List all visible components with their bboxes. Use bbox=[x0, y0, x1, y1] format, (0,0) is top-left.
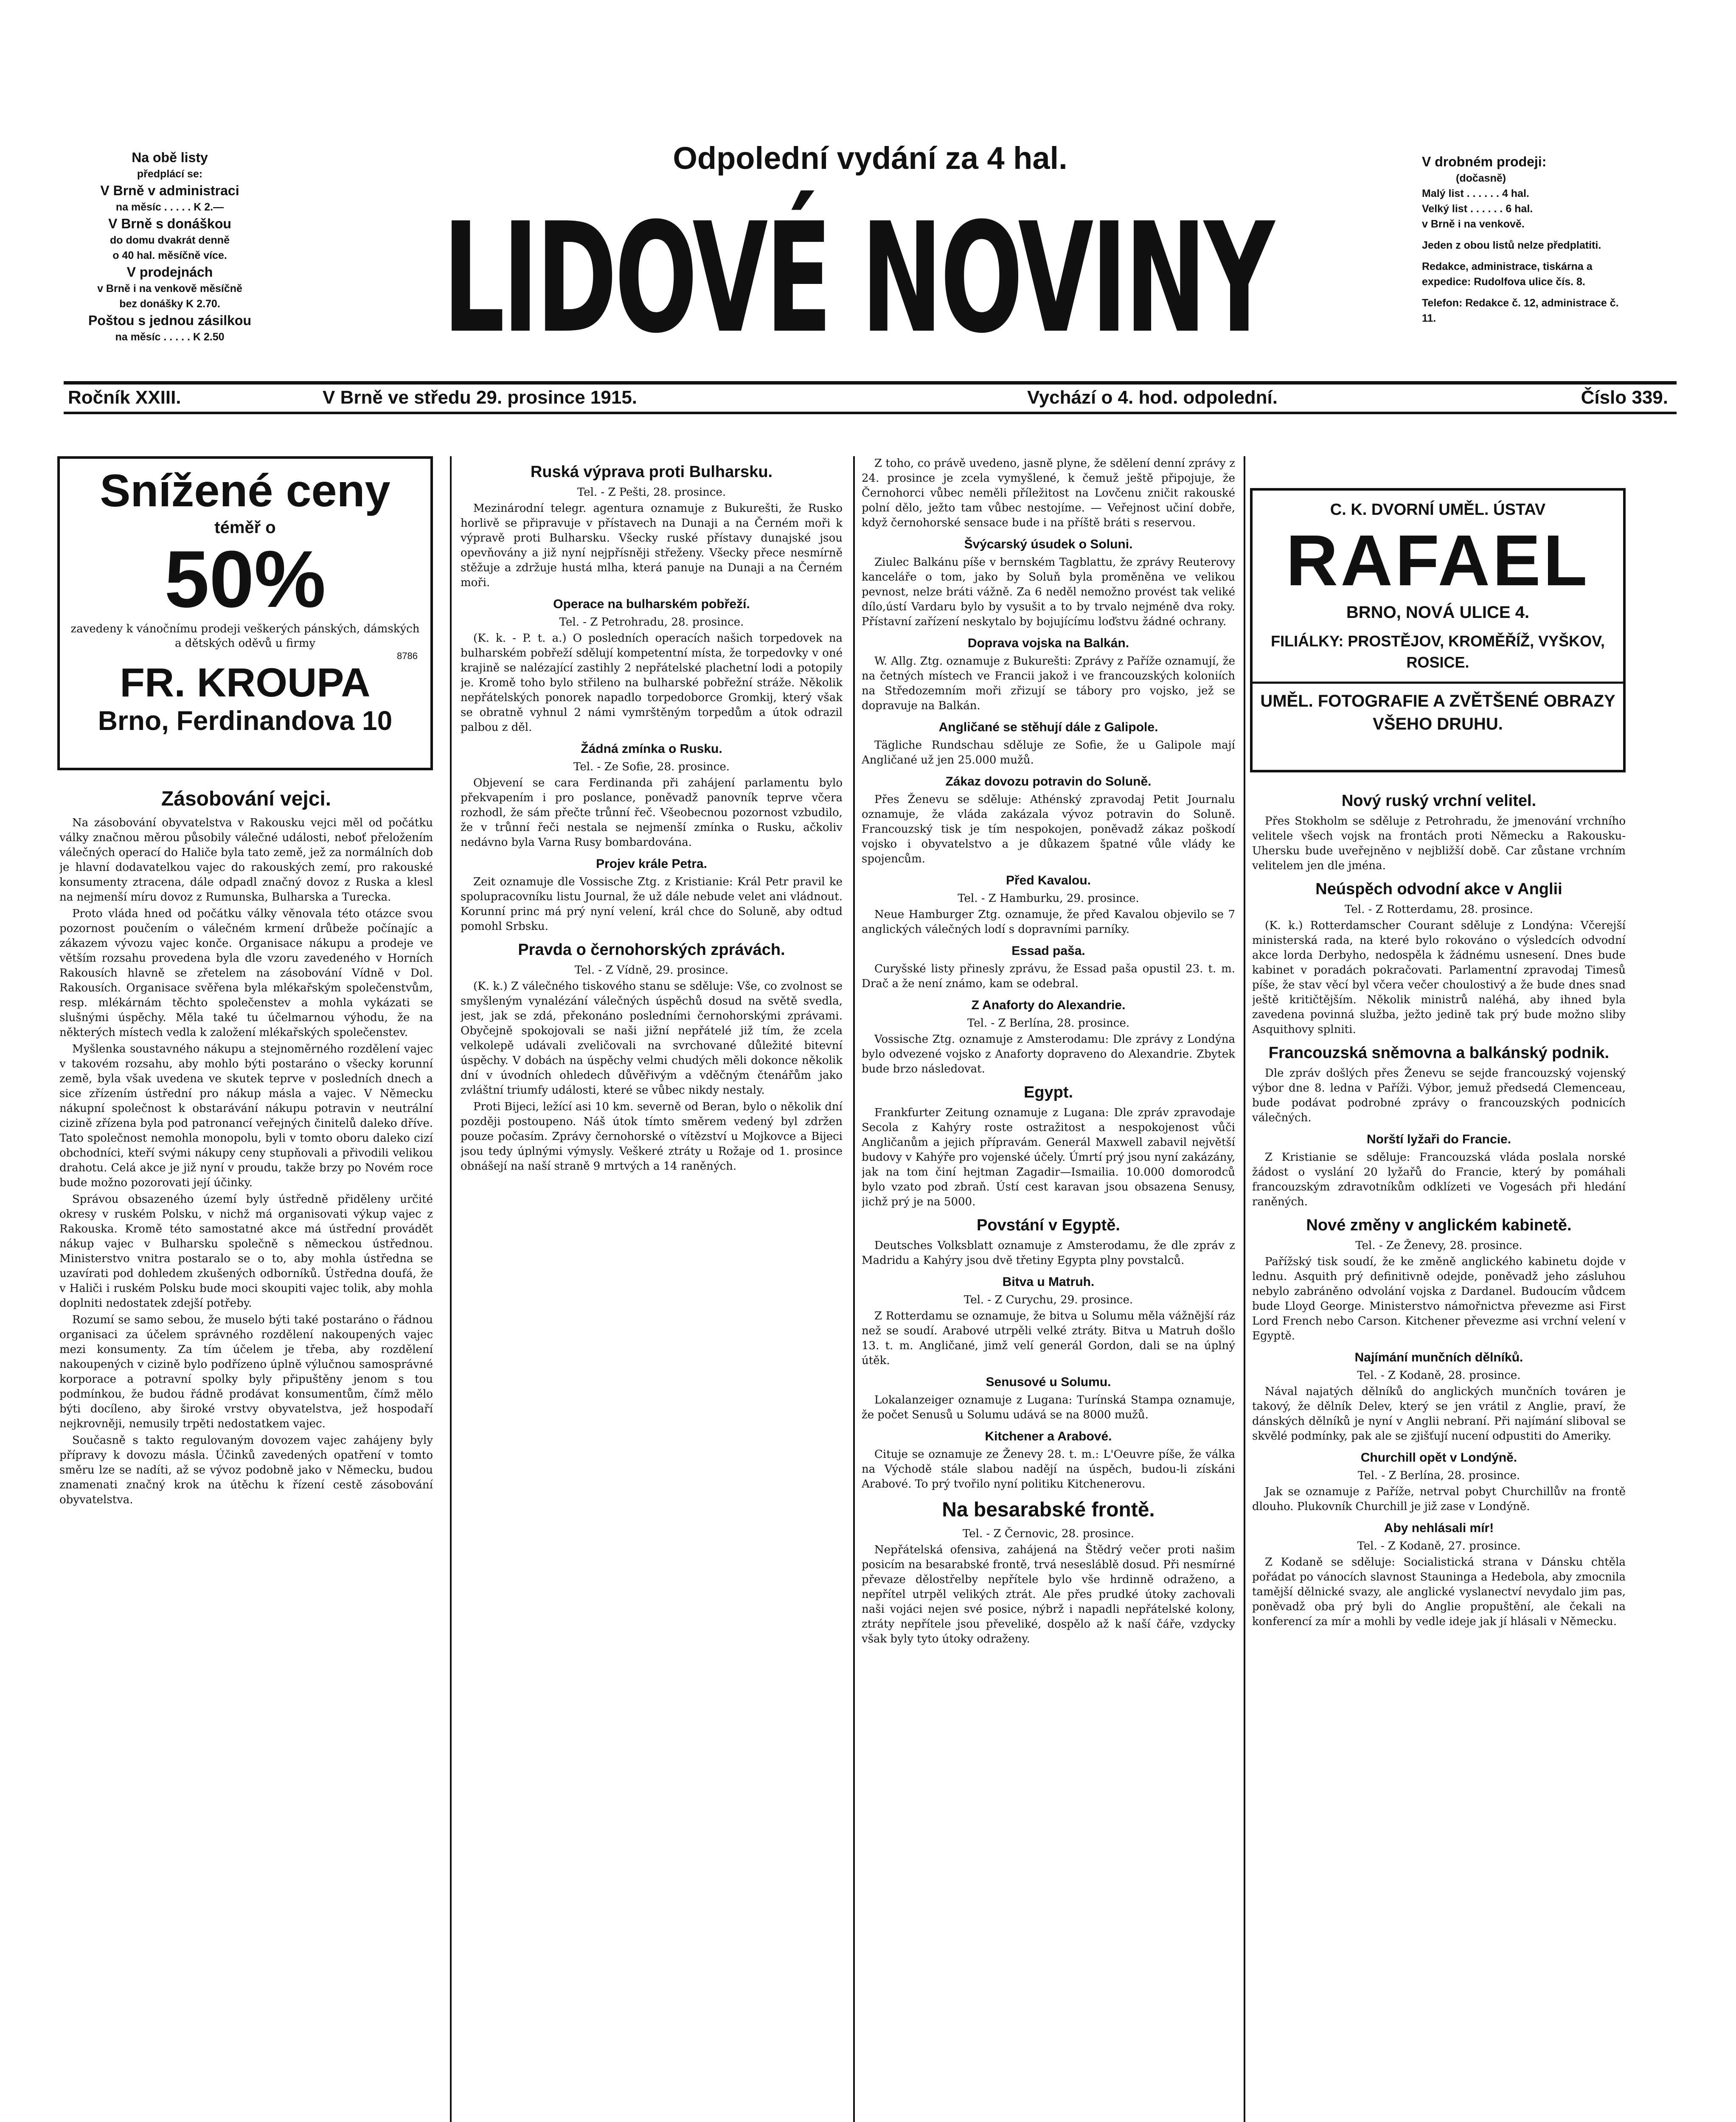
article-headline: Operace na bulharském pobřeží. bbox=[553, 597, 750, 611]
article-headline: Kitchener a Arabové. bbox=[985, 1429, 1112, 1443]
article-headline: Švýcarský úsudek o Soluni. bbox=[964, 537, 1133, 551]
article-headline: Nové změny v anglickém kabinetě. bbox=[1306, 1216, 1572, 1234]
ad-kroupa bbox=[57, 456, 433, 770]
issued-time: Vychází o 4. hod. odpolední. bbox=[1027, 387, 1278, 408]
article-headline: Zásobování vejci. bbox=[161, 788, 331, 810]
issue-number: Číslo 339. bbox=[1581, 387, 1668, 408]
article-headline: Doprava vojska na Balkán. bbox=[967, 636, 1129, 650]
article-headline: Essad paša. bbox=[1011, 944, 1085, 958]
article-headline: Z Anaforty do Alexandrie. bbox=[971, 998, 1126, 1012]
article-headline: Na besarabské frontě. bbox=[942, 1499, 1155, 1521]
ad-kroupa-headline: Snížené ceny bbox=[100, 465, 390, 516]
article-headline: Francouzská sněmovna a balkánský podnik. bbox=[1268, 1044, 1610, 1062]
column-divider bbox=[853, 456, 855, 2122]
article-headline: Egypt. bbox=[1023, 1083, 1073, 1101]
ad-kroupa-address: Brno, Ferdinandova 10 bbox=[98, 705, 393, 736]
ad-kroupa-name: FR. KROUPA bbox=[120, 660, 371, 705]
article-headline: Povstání v Egyptě. bbox=[977, 1216, 1120, 1234]
column-3: Z toho, co právě uvedeno, jasně plyne, že sdělení denní zprávy z 24. prosince je zcela vymyšlené, k čemuž ještě připojuje, že Černohorci vůbec neměli příležitost na Lovčenu zničit rakouské polní dělo, ježto tam vůbec nestojíme. — Veřejnost učiní dobře, když černohorské sensace bude i na příště bráti s reservou. Švýcarský úsudek o Soluni. Ziulec Balkánu píše v bernském Tagblattu, že zprávy Reuterovy kanceláře o tom, jako by Soluň byla proměněna ve velikou pevnost, nelze bráti vážně. Za 6 neděl nemožno provést tak veliké dílo,ústí Vardaru bylo by vysušit a to by trvalo nejméně dva roky. Přístavní zařízení neskytalo by bojujícímu loďstvu žádné ochrany. Doprava vojska na Balkán. W. Allg. Ztg. oznamuje z Bukurešti: Zprávy z Paříže oznamují, že na četných místech ve Francii jakož i ve francouzských koloniích na Středozemním moři zřizují se tábory pro vojsko, jež se dopravuje na Balkán. Angličané se stěhují dále z Galipole. Tägliche Rundschau sděluje ze Sofie, že u Galipole mají Angličané už jen 25.000 mužů. Zákaz dovozu potravin do Soluně. Přes Ženevu se sděluje: Athénský zpravodaj Petit Journalu oznamuje, že vláda zakázala vývoz potravin do Soluně. Francouzský tisk je tím nespokojen, poněvadž zákaz poškodí vojsko i obyvatelstvo a je důkazem špatné vůle vlády ke spojencům. Před Kavalou. Tel. - Z Hamburku, 29. prosince. Neue Hamburger Ztg. oznamuje, že před Kavalou objevilo se 7 anglických válečných lodí s dopravními parníky. Essad paša. Curyšské listy přinesly zprávu, že Essad paša opustil 23. t. m. Drač a že není známo, kam se odebral. Z Anaforty do Alexandrie. Tel. - Z Berlína, 28. prosince. Vossische Ztg. oznamuje z Amsterodamu: Dle zprávy z Londýna bylo odvezené vojsko z Anaforty dopraveno do Alexandrie. Zbytek bude brzo následovat. Egypt. Frankfurter Zeitung oznamuje z Lugana: Dle zpráv zpravodaje Secola z Kahýry roste ostražitost a nespokojenost vůči Angličanům a jejich přípravám. Generál Maxwell zabavil největší budovy v Kahýře pro vojenské účely. Úmrtí prý jsou nyní zakázány, jak na tom činí hejtman Zagadir—Ismailia. 10.000 domorodců bylo vzato pod zbraň. Ústí cest karavan jsou obsazena Senusy, jichž prý je na 5000. Povstání v Egyptě. Deutsches Volksblatt oznamuje z Amsterodamu, že dle zpráv z Madridu a Kahýry jsou dvě třetiny Egypta plny povstalců. Bitva u Matruh. Tel. - Z Curychu, 29. prosince. Z Rotterdamu se oznamuje, že bitva u Solumu měla vážnější ráz než se soudí. Arabové utrpěli velké ztráty. Bitva u Matruh došlo 13. t. m. Angličané, jimž velí generál Gordon, dali se na úplný útěk. Senusové u Solumu. Lokalanzeiger oznamuje z Lugana: Turínská Stampa oznamuje, že počet Senusů u Solumu udává se na 8000 mužů. Kitchener a Arabové. Cituje se oznamuje ze Ženevy 28. t. m.: L'Oeuvre píše, že válka na Východě stále slabou nadějí na úspěch, budou-li získáni Arabové. To prý tvořilo nyní politiku Kitchenerovu. Na besarabské frontě. Tel. - Z Černovic, 28. prosince. Nepřátelská ofensiva, zahájená na Štědrý večer proti našim posicím na besarabské frontě, trvá nesesláblě dosud. Při nesmírné převaze dělostřelby nepřítele bylo vše hrdinně odraženo, a nepřítel utrpěl velikých ztrát. Ale přes prudké útoky zachovali naši vojáci nejen své posice, nýbrž i napadli nepřátelské kolony, ztráty nepřítele jsou převeliké, dospělo až k naší čáře, vzdycky však byly tyto útoky odraženy. bbox=[862, 457, 1235, 1645]
left-ear: Na obě listy předplácí se: V Brně v administraci na měsíc . . . . . K 2.— V Brně s donáškou do domu dvakrát denně o 40 hal. měsíčně více. V prodejnách v Brně i na venkově měsíčně bez donášky K 2.70. Poštou s jednou zásilkou na měsíc . . . . . K 2.50 bbox=[88, 150, 252, 343]
article-headline: Nový ruský vrchní velitel. bbox=[1341, 792, 1537, 810]
bottom-rule bbox=[64, 412, 1677, 414]
article-headline: Pravda o černohorských zprávách. bbox=[518, 941, 785, 959]
ad-rafael-divider bbox=[1253, 682, 1623, 684]
article-headline: Aby nehlásali mír! bbox=[1384, 1521, 1494, 1535]
edition-line: Odpolední vydání za 4 hal. bbox=[673, 140, 1067, 176]
column-1: Zásobování vejci. Na zásobování obyvatelstva v Rakousku vejci měl od počátku války značnou měrou působily válečné události, neboť přeložením válečných operací do Haliče byla tato země, jež za normálních dob je hlavní dodavatelkou vajec do rakouských zemí, pro rakouské konsumenty ztracena, dále odpadl značný dovoz z Ruska a klesl na nejmenší míru dovoz z Rumunska, Bulharska a Turecka. Proto vláda hned od počátku války věnovala této otázce svou pozornost poučením o válečném krmení drůbeže počínajíc a zákazem vývozu vajec konče. Organisace nákupu a prodeje ve větším rozsahu provedena byla dle vzoru zavedeného v Horních Rakousích hlavně se zřetelem na zásobování Vídně v Dol. Rakousích. Organisace svěřena byla mlékařským společenstvům, resp. mlékárnám těchto společenstev a mohla vykázati se slušnými úspěchy. Měla také tu účelmarnou výhodu, že na některých místech vedla k založení mlékařských společenstev. Myšlenka soustavného nákupu a stejnoměrného rozdělení vajec v takovém rozsahu, aby mohlo býti postaráno o všecky korunní země, byla však uvedena ve skutek teprve v posledních dnech a sice zřízením ústřední pro nákup másla a vajec. V Německu nákupní společnost k obstarávání nákupu potravin v neutrální cizině zřízena byla pod patronancí veřejných činitelů daleko dříve. Tato společnost nemohla monopolu, byli v tomto oboru daleko cizí obchodníci, kteří svými nákupy ceny stupňovali a přivodili velikou drahotu. Celá akce je již nyní v proudu, takže brzy po Novém roce bude možno pozorovati její účinky. Správou obsazeného území byly ústředně přiděleny určité okresy v ruském Polsku, v nichž má organisovati výkup vajec z Rakouska. Kromě této samostatné akce má ústřední provádět nákup vajec v Bulharsku společně s německou ústřednou. Ministerstvo vnitra postaralo se o to, aby mohla ústředna se uzavírati pod dohledem zkušených odborníků. Ústředna doufá, že v Haliči i ruském Polsku bude moci skoupiti vajec tolik, aby mohla doplniti nedostatek zdejší potřeby. Rozumí se samo sebou, že muselo býti také postaráno o řádnou organisaci za účelem správného rozdělení nakoupených vajec mezi konsumenty. Za tím účelem je třeba, aby rozdělení nakoupených v cizině bylo podřízeno úplně výlučnou samosprávné korporace a potravní spolky byly připuštěny jenom s tou podmínkou, že budou řádně prodávat konsumentům, čímž mělo býti docíleno, aby široké vrstvy obyvatelstva, jež hospodaří nejkrovněji, nemusily trpěti nedostatkem vajec. Současně s takto regulovaným dovozem vajec zahájeny byly přípravy k dovozu másla. Účinků zavedených opatření v tomto směru lze se nadíti, až se vývoz podobně jako v Německu, budou znamenati značný krok na útěchu k řízení cestě zásobování obyvatelstva. bbox=[59, 788, 433, 1506]
article-headline: Norští lyžaři do Francie. bbox=[1366, 1132, 1511, 1146]
article-headline: Senusové u Solumu. bbox=[986, 1375, 1111, 1389]
article-headline: Před Kavalou. bbox=[1006, 873, 1091, 887]
article-headline: Neúspěch odvodní akce v Anglii bbox=[1315, 880, 1562, 898]
article-headline: Projev krále Petra. bbox=[596, 857, 707, 871]
ad-kroupa-sub: téměř o bbox=[214, 518, 276, 537]
article-headline: Najímání munčních dělníků. bbox=[1354, 1350, 1523, 1364]
column-divider bbox=[450, 456, 452, 2122]
article-headline: Žádná zmínka o Rusku. bbox=[581, 742, 722, 756]
article-headline: Bitva u Matruh. bbox=[1002, 1275, 1095, 1289]
right-ear: V drobném prodeji: (dočasně) Malý list . . . . . . 4 hal. Velký list . . . . . . 6 hal. v Brně i na venkově. Jeden z obou listů nelze předplatiti. Redakce, administrace, tiskárna a expedice: Rudolfova ulice čís. 8. Telefon: Redakce č. 12, administrace č. 11. bbox=[1422, 154, 1619, 324]
article-headline: Churchill opět v Londýně. bbox=[1360, 1451, 1517, 1465]
ad-rafael: C. K. DVORNÍ UMĚL. ÚSTAV RAFAEL BRNO, NOVÁ ULICE 4. FILIÁLKY: PROSTĚJOV, KROMĚŘÍŽ, VYŠKOV, ROSICE. UMĚL. FOTOGRAFIE A ZVĚTŠENÉ OBRAZY VŠEHO DRUHU. bbox=[1250, 488, 1626, 772]
top-rule bbox=[64, 381, 1677, 385]
column-divider bbox=[1244, 456, 1245, 2122]
ad-kroupa-percent: 50% bbox=[164, 534, 326, 624]
newspaper-title: LIDOVÉ NOVINY bbox=[442, 191, 1273, 367]
article-headline: Ruská výprava proti Bulharsku. bbox=[530, 463, 773, 481]
column-4: Nový ruský vrchní velitel. Přes Stokholm se sděluje z Petrohradu, že jmenování vrchního velitele všech vojsk na frontách proti Německu a Rakousku-Uhersku bude uveřejněno v nejbližší době. Car zůstane vrchním velitelem jen dle jména. Neúspěch odvodní akce v Anglii Tel. - Z Rotterdamu, 28. prosince. (K. k.) Rotterdamscher Courant sděluje z Londýna: Včerejší ministerská rada, na které bylo rokováno o výsledcích odvodní akce lorda Derbyho, nedospěla k žádnému usnesení. Dnes bude kabinet v poradách pokračovati. Parlamentní zpravodaj Timesů píše, že stav věcí byl včera večer choulostivý a že bude dnes snad ještě kritičtějším. Několik ministrů naléhá, aby ihned byla zavedena povinná služba, ježto jedině tak prý bude možno sliby Asquithovy splniti. Francouzská sněmovna a balkánský podnik. Dle zpráv došlých přes Ženevu se sejde francouzský vojenský výbor dne 8. ledna v Paříži. Výbor, jemuž předsedá Clemenceau, bude podávat podrobné zprávy o francouzských podnicích válečných. Norští lyžaři do Francie. Z Kristianie se sděluje: Francouzská vláda poslala norské žádost o vyslání 20 lyžařů do Francie, který by pomáhali francouzským zdravotníkům odklízeti ve Vogesách při hledání raněných. Nové změny v anglickém kabinetě. Tel. - Ze Ženevy, 28. prosince. Pařížský tisk soudí, že ke změně anglického kabinetu dojde v lednu. Asquith prý definitivně odejde, poněvadž jeho zásluhou nebylo zabráněno odvolání vojska z Dardanel. Budoucím vůdcem bude Lloyd George. Ministerstvo námořnictva převezme asi First Lord French nebo Carson. Kitchener převezme asi vrchní velení v Egyptě. Najímání munčních dělníků. Tel. - Z Kodaně, 28. prosince. Nával najatých dělníků do anglických munčních továren je takový, že dělník Delev, který se jen vrátil z Anglie, praví, že dánských dělníků je nyní v Anglii nebraní. Při najímání sliboval se skvělé podmínky, pak ale se zjišťují nucení odpustiti do Ameriky. Churchill opět v Londýně. Tel. - Z Berlína, 28. prosince. Jak se oznamuje z Paříže, netrval pobyt Churchillův na frontě dlouho. Plukovník Churchill je již zase v Londýně. Aby nehlásali mír! Tel. - Z Kodaně, 27. prosince. Z Kodaně se sděluje: Socialistická strana v Dánsku chtěla pořádat po vánocích slavnost Stauninga a Hedebola, aby zmocnila tamější dělnické svazy, ale anglické vyslanectví nevydalo jim pas, poněvadž oba prý byli do Anglie propuštění, ale čekali na konferencí za mír a mohli by vedle ideje jak jí hlásali v Německu. bbox=[1252, 792, 1626, 1628]
article-headline: Zákaz dovozu potravin do Soluně. bbox=[945, 775, 1152, 789]
volume: Ročník XXIII. bbox=[68, 387, 181, 408]
ad-rafael-name: RAFAEL bbox=[1286, 520, 1590, 601]
issue-date: V Brně ve středu 29. prosince 1915. bbox=[323, 387, 638, 408]
ad-kroupa-code: 8786 bbox=[397, 651, 418, 661]
column-2: Ruská výprava proti Bulharsku. Tel. - Z Pešti, 28. prosince. Mezinárodní telegr. agentura oznamuje z Bukurešti, že Rusko horlivě se připravuje v přístavech na Dunaji a na Černém moři k výpravě proti Bulharsku. Všecky ruské přístavy dunajské jsou opevňovány a již nyní nejpřísněji střeženy. Všecky přece nesmírně stěžuje a zdržuje hustá mlha, která panuje na Dunaji a na Černém moři. Operace na bulharském pobřeží. Tel. - Z Petrohradu, 28. prosince. (K. k. - P. t. a.) O posledních operacích našich torpedovek na bulharském pobřeží sdělují kompetentní místa, že torpedovky v oné krajině se nalézající zastihly 2 nepřátelské plachetní lodi a potopily je. Kromě toho bylo střileno na bulharské pobřežní stráže. Několik nepřátelských ponorek napadlo torpedoborce Gromkij, který však se obratně vyhnul 2 námi vymrštěným torpedům a útok odrazil palbou z děl. Žádná zmínka o Rusku. Tel. - Ze Sofie, 28. prosince. Objevení se cara Ferdinanda při zahájení parlamentu bylo překvapením i pro poslance, poněvadž panovník teprve včera rozhodl, že sám přečte trůnní řeč. Všeobecnou pozornost vzbudilo, že v trůnní řeči nestala se nejmenší zmínka o Rusku, ačkoliv nedávno byla Varna Rusy bombardována. Projev krále Petra. Zeit oznamuje dle Vossische Ztg. z Kristianie: Král Petr pravil ke spolupracovníku listu Journal, že už dále nebude velet ani vládnout. Korunní princ má prý nyní velení, král chce do Soluně, aby odtud pomohl Srbsku. Pravda o černohorských zprávách. Tel. - Z Vídně, 29. prosince. (K. k.) Z válečného tiskového stanu se sděluje: Vše, co zvolnost se smyšleným vynalézání válečných úspěchů dosud na světě svedla, jest, jak se zdá, překonáno posledními černohorskými zprávami. Obyčejně spokojovali se naši jižní nepřátelé již tím, že zcela velkolepě udávali zveličovali na svrchované důležité bitevní úspěchy. V dobách na úspěchy velmi chudých měli dokonce několik dní v úvodních ohledech důvěřivým a vděčným čtenářům jako zvláštní triumfy události, které se vůbec nikdy nestaly. Proti Bijeci, ležící asi 10 km. severně od Beran, bylo o několik dní později postoupeno. Náš útok tímto směrem vedený byl zdržen pouze počasím. Zprávy černohorské o vítězství u Mojkovce a Bijeci jsou tedy úplnými výmysly. Veškeré ztráty u Rožaje od 1. prosince obnášejí na naší straně 9 mrtvých a 14 raněných. bbox=[461, 463, 843, 1173]
ad-kroupa-body: zavedeny k vánočnímu prodeji veškerých pánských, dámských a dětských oděvů u firmy bbox=[70, 623, 420, 650]
article-headline: Angličané se stěhují dále z Galipole. bbox=[938, 720, 1158, 734]
